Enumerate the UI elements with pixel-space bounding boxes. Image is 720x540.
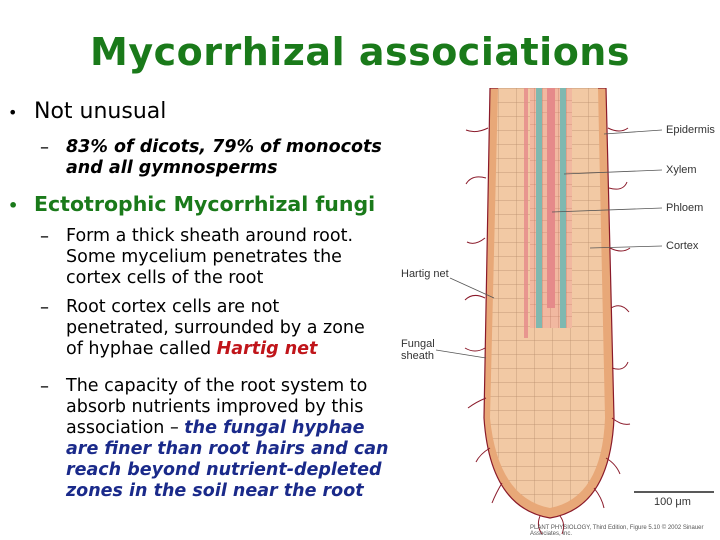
label-hartig-net: Hartig net <box>401 268 449 280</box>
bullet-1-marker: • <box>8 103 18 122</box>
sub-2-dash: – <box>40 226 49 247</box>
root-diagram <box>390 88 720 538</box>
hartig-net-highlight: Hartig net <box>216 339 318 359</box>
label-xylem: Xylem <box>666 164 697 176</box>
bullet-2-text: Ectotrophic Mycorrhizal fungi <box>34 192 376 216</box>
label-cortex: Cortex <box>666 240 699 252</box>
label-phloem: Phloem <box>666 202 704 214</box>
label-epidermis: Epidermis <box>666 124 715 136</box>
label-fungal-sheath: Fungal sheath <box>401 338 435 362</box>
sub-2-text: Form a thick sheath around root. Some mycelium penetrates the cortex cells of the root <box>66 226 354 288</box>
sub-1-dash: – <box>40 137 49 158</box>
sub-3-text: Root cortex cells are not penetrated, surrounded by a zone of hyphae called Hartig net <box>66 297 365 359</box>
slide-title: Mycorrhizal associations <box>90 30 630 74</box>
label-scale: 100 μm <box>654 496 691 508</box>
sub-4-text: The capacity of the root system to absorb nutrients improved by this association – the fungal hyphae are finer than root hairs and can reach beyond nutrient-depleted zones in the soil near the root <box>66 376 389 501</box>
figure-credit: PLANT PHYSIOLOGY, Third Edition, Figure 5.10 © 2002 Sinauer Associates, Inc. <box>530 525 704 537</box>
sub-3-dash: – <box>40 297 49 318</box>
bullet-2-marker: • <box>8 196 19 215</box>
bullet-1-text: Not unusual <box>34 99 167 124</box>
sub-1-text: 83% of dicots, 79% of monocots and all gymnosperms <box>66 137 382 178</box>
sub-4-dash: – <box>40 376 49 397</box>
